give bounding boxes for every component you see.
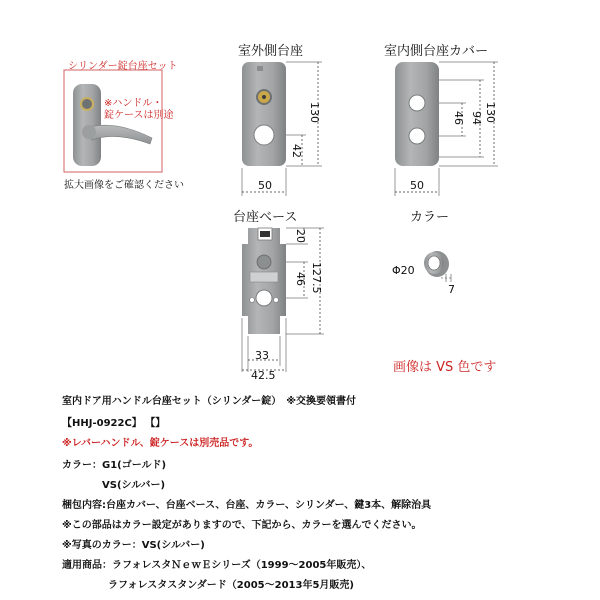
collar-thickness: 7	[448, 283, 455, 296]
inner-cover-height: 130	[484, 102, 497, 123]
inner-cover-inner: 94	[470, 111, 483, 125]
outer-base-title: 室外側台座	[238, 44, 304, 59]
base-plate-pitch: 46	[294, 272, 307, 286]
collar-title: カラー	[410, 210, 450, 225]
package-contents: 梱包内容:台座カバー、台座ベース、台座、カラー、シリンダー、鍵3本、解除治具	[62, 500, 432, 511]
collar-diameter: Φ20	[392, 264, 415, 277]
inner-cover-pitch: 46	[452, 111, 465, 125]
outer-base-height: 130	[308, 102, 321, 123]
base-plate-width: 42.5	[251, 369, 276, 382]
base-plate-title: 台座ベース	[233, 210, 298, 225]
inset-caption[interactable]: 拡大画像をご確認ください	[64, 180, 184, 191]
product-name: 室内ドア用ハンドル台座セット（シリンダー錠） ※交換要領書付	[62, 396, 357, 407]
base-plate-height: 127.5	[310, 262, 323, 294]
photo-color: ※写真のカラー：VS(シルバー)	[62, 540, 205, 551]
outer-base-width: 50	[258, 179, 272, 192]
product-code: 【HHJ-0922C】 【】	[62, 418, 166, 429]
color-setting-note: ※この部品はカラー設定がありますので、下記から、カラーを選んでください。	[62, 520, 422, 531]
outer-base-hole-height: 42	[290, 144, 303, 158]
base-plate-top: 20	[294, 229, 307, 243]
inset-note-2: 錠ケースは別途	[104, 110, 174, 121]
color-option-2: VS(シルバー)	[102, 480, 166, 491]
inset-title: シリンダー錠台座セット	[68, 61, 178, 72]
inner-cover-drawing	[395, 62, 498, 196]
inset-note-1: ※ハンドル・	[104, 98, 163, 109]
applicable-products-1: 適用商品：ラフォレスタＮｅｗＥシリーズ（1999～2005年販売）、	[62, 560, 372, 571]
applicable-products-2: ラフォレスタスタンダード（2005～2013年5月販売)	[108, 580, 354, 591]
outer-base-drawing	[242, 62, 322, 196]
color-option-1: カラー：G1(ゴールド)	[62, 460, 167, 471]
base-plate-slot-width: 33	[255, 349, 269, 362]
inner-cover-title: 室内側台座カバー	[384, 44, 489, 59]
inner-cover-width: 50	[410, 179, 424, 192]
warning-text: ※レバーハンドル、錠ケースは別売品です。	[62, 438, 259, 449]
color-note: 画像は VS 色です	[393, 360, 497, 375]
inset-photo[interactable]	[64, 70, 162, 172]
collar-drawing	[424, 251, 452, 282]
